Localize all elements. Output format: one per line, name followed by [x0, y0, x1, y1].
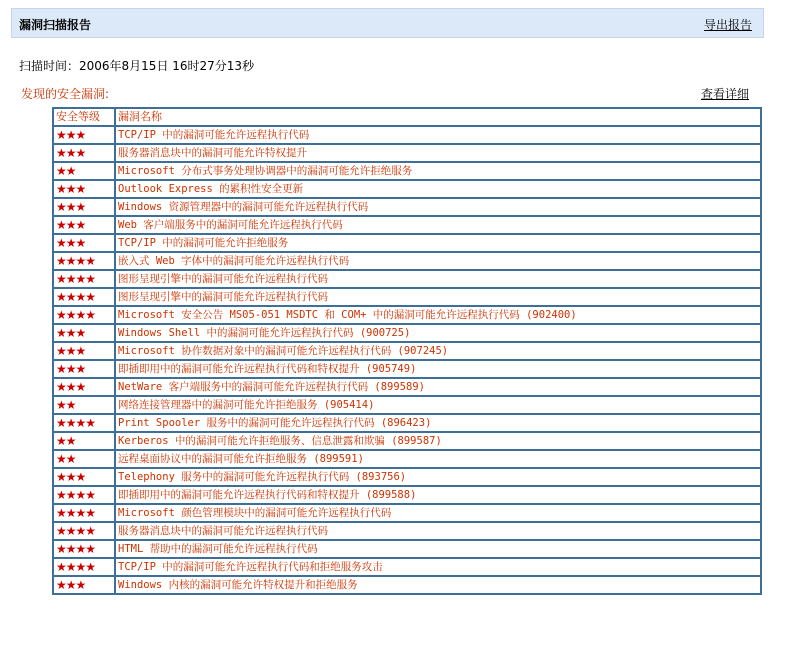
vulnerability-name: Web 客户端服务中的漏洞可能允许远程执行代码	[115, 216, 761, 234]
table-row	[53, 450, 761, 468]
table-row	[53, 198, 761, 216]
severity-stars: ★★	[53, 162, 115, 180]
vulnerability-name: Microsoft 安全公告 MS05-051 MSDTC 和 COM+ 中的漏洞可能允许远程执行代码 (902400)	[115, 306, 761, 324]
severity-stars: ★★★★	[53, 522, 115, 540]
table-row	[53, 324, 761, 342]
table-row	[53, 342, 761, 360]
table-row	[53, 126, 761, 144]
severity-stars: ★★★	[53, 234, 115, 252]
severity-stars: ★★★	[53, 342, 115, 360]
vulnerability-name: Microsoft 协作数据对象中的漏洞可能允许远程执行代码 (907245)	[115, 342, 761, 360]
severity-stars: ★★★★	[53, 306, 115, 324]
table-row	[53, 414, 761, 432]
vulnerability-name: 即插即用中的漏洞可能允许远程执行代码和特权提升 (905749)	[115, 360, 761, 378]
vulnerability-name: 嵌入式 Web 字体中的漏洞可能允许远程执行代码	[115, 252, 761, 270]
vulnerability-name: Kerberos 中的漏洞可能允许拒绝服务、信息泄露和欺骗 (899587)	[115, 432, 761, 450]
severity-stars: ★★★	[53, 216, 115, 234]
severity-stars: ★★★★	[53, 252, 115, 270]
severity-stars: ★★★★	[53, 288, 115, 306]
vulnerability-name: Microsoft 颜色管理模块中的漏洞可能允许远程执行代码	[115, 504, 761, 522]
vulnerability-name: HTML 帮助中的漏洞可能允许远程执行代码	[115, 540, 761, 558]
scan-time-text: 扫描时间：2006年8月15日 16时27分13秒	[19, 59, 255, 73]
vulnerability-name: Telephony 服务中的漏洞可能允许远程执行代码 (893756)	[115, 468, 761, 486]
severity-stars: ★★	[53, 396, 115, 414]
severity-stars: ★★★★	[53, 540, 115, 558]
vulnerability-name: 远程桌面协议中的漏洞可能允许拒绝服务 (899591)	[115, 450, 761, 468]
table-header-row	[53, 108, 761, 126]
severity-stars: ★★	[53, 450, 115, 468]
report-header-bar	[11, 8, 764, 38]
severity-stars: ★★★	[53, 180, 115, 198]
column-header-severity: 安全等级	[53, 108, 115, 126]
table-row	[53, 252, 761, 270]
export-report-link[interactable]: 导出报告	[703, 18, 752, 32]
table-row	[53, 378, 761, 396]
report-title: 漏洞扫描报告	[19, 18, 92, 32]
column-header-name: 漏洞名称	[115, 108, 761, 126]
vulnerability-name: Print Spooler 服务中的漏洞可能允许远程执行代码 (896423)	[115, 414, 761, 432]
severity-stars: ★★★	[53, 126, 115, 144]
table-row	[53, 396, 761, 414]
table-row	[53, 522, 761, 540]
table-row	[53, 360, 761, 378]
table-row	[53, 432, 761, 450]
vulnerability-name: 服务器消息块中的漏洞可能允许特权提升	[115, 144, 761, 162]
found-vulnerabilities-label: 发现的安全漏洞:	[21, 87, 110, 101]
vulnerability-name: Windows 资源管理器中的漏洞可能允许远程执行代码	[115, 198, 761, 216]
view-details-link[interactable]: 查看详细	[701, 87, 750, 101]
table-row	[53, 486, 761, 504]
table-row	[53, 558, 761, 576]
vulnerability-name: Microsoft 分布式事务处理协调器中的漏洞可能允许拒绝服务	[115, 162, 761, 180]
vulnerability-name: 即插即用中的漏洞可能允许远程执行代码和特权提升 (899588)	[115, 486, 761, 504]
vulnerability-name: 图形呈现引擎中的漏洞可能允许远程执行代码	[115, 288, 761, 306]
severity-stars: ★★★	[53, 198, 115, 216]
table-row	[53, 180, 761, 198]
severity-stars: ★★★★	[53, 558, 115, 576]
vulnerability-name: 服务器消息块中的漏洞可能允许远程执行代码	[115, 522, 761, 540]
vulnerability-name: Windows Shell 中的漏洞可能允许远程执行代码 (900725)	[115, 324, 761, 342]
vulnerability-table	[52, 107, 762, 595]
table-row	[53, 540, 761, 558]
severity-stars: ★★★	[53, 576, 115, 594]
table-row	[53, 288, 761, 306]
vulnerability-name: 图形呈现引擎中的漏洞可能允许远程执行代码	[115, 270, 761, 288]
table-row	[53, 468, 761, 486]
severity-stars: ★★★	[53, 468, 115, 486]
severity-stars: ★★★	[53, 324, 115, 342]
severity-stars: ★★★	[53, 144, 115, 162]
vulnerability-name: Outlook Express 的累积性安全更新	[115, 180, 761, 198]
severity-stars: ★★★★	[53, 270, 115, 288]
vulnerability-name: 网络连接管理器中的漏洞可能允许拒绝服务 (905414)	[115, 396, 761, 414]
vulnerability-name: NetWare 客户端服务中的漏洞可能允许远程执行代码 (899589)	[115, 378, 761, 396]
table-row	[53, 270, 761, 288]
severity-stars: ★★	[53, 432, 115, 450]
table-row	[53, 216, 761, 234]
severity-stars: ★★★★	[53, 504, 115, 522]
vulnerability-name: TCP/IP 中的漏洞可能允许远程执行代码和拒绝服务攻击	[115, 558, 761, 576]
table-row	[53, 576, 761, 594]
table-row	[53, 306, 761, 324]
table-row	[53, 144, 761, 162]
vulnerability-name: TCP/IP 中的漏洞可能允许远程执行代码	[115, 126, 761, 144]
table-row	[53, 234, 761, 252]
vulnerability-name: TCP/IP 中的漏洞可能允许拒绝服务	[115, 234, 761, 252]
vulnerability-name: Windows 内核的漏洞可能允许特权提升和拒绝服务	[115, 576, 761, 594]
severity-stars: ★★★	[53, 360, 115, 378]
severity-stars: ★★★★	[53, 414, 115, 432]
severity-stars: ★★★★	[53, 486, 115, 504]
table-row	[53, 504, 761, 522]
severity-stars: ★★★	[53, 378, 115, 396]
table-row	[53, 162, 761, 180]
